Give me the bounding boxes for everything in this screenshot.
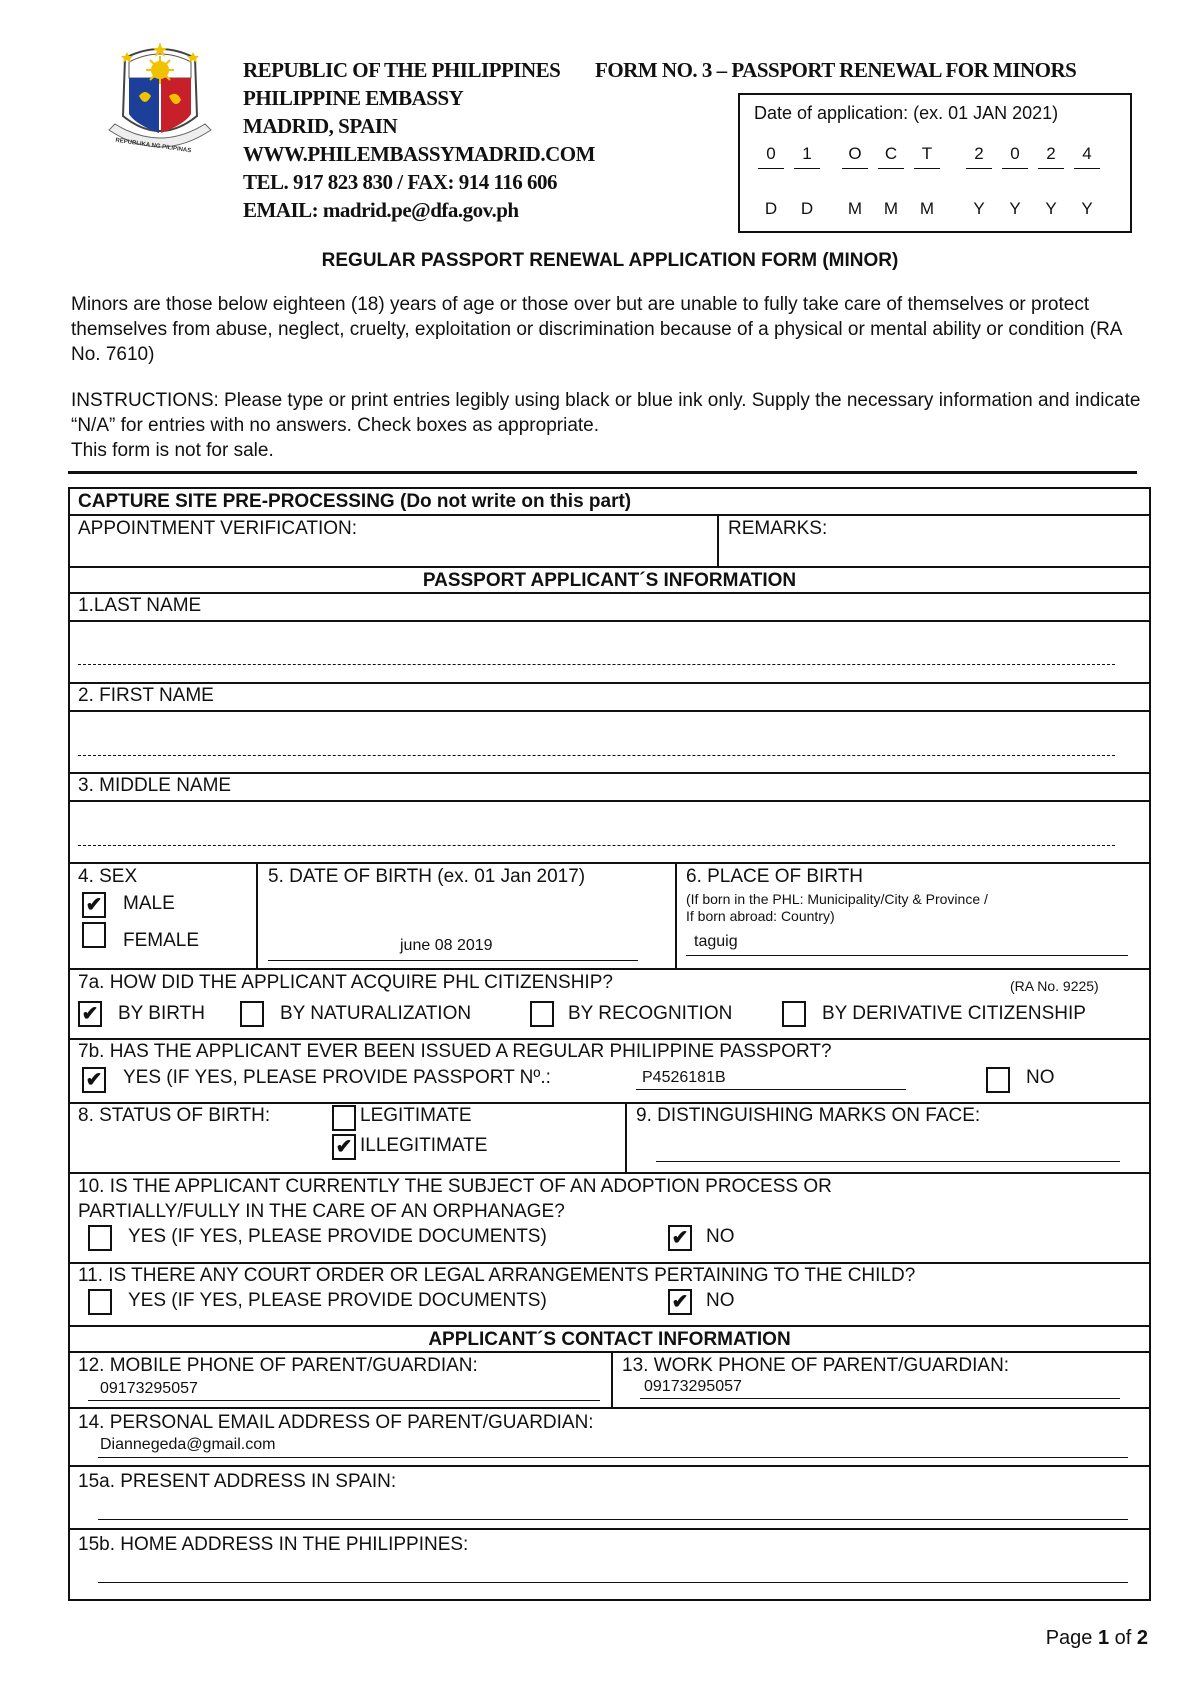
header-tel-fax: TEL. 917 823 830 / FAX: 914 116 606 bbox=[243, 170, 558, 194]
remarks-label: REMARKS: bbox=[728, 518, 828, 539]
q11-no-label: NO bbox=[706, 1290, 735, 1311]
q11-no-checkbox[interactable]: ✔ bbox=[668, 1289, 692, 1315]
q10-no-label: NO bbox=[706, 1226, 735, 1247]
date-digit: 2 bbox=[1038, 144, 1064, 169]
date-of-application-label: Date of application: (ex. 01 JAN 2021) bbox=[754, 103, 1059, 123]
date-digit: C bbox=[878, 144, 904, 169]
home-address-field[interactable] bbox=[98, 1582, 1128, 1583]
present-address-label: 15a. PRESENT ADDRESS IN SPAIN: bbox=[78, 1471, 397, 1492]
dob-value[interactable]: june 08 2019 bbox=[400, 937, 493, 954]
distinguishing-marks-field[interactable] bbox=[656, 1161, 1120, 1162]
middle-name-field[interactable] bbox=[78, 845, 1115, 846]
pob-value[interactable]: taguig bbox=[694, 933, 738, 950]
date-placeholder: M bbox=[919, 199, 935, 218]
pob-label: 6. PLACE OF BIRTH bbox=[686, 866, 864, 887]
not-for-sale-note: This form is not for sale. bbox=[71, 440, 274, 461]
date-digit: 2 bbox=[966, 144, 992, 169]
date-placeholder: M bbox=[847, 199, 863, 218]
date-digit: 4 bbox=[1074, 144, 1100, 169]
q10-yes-label: YES (IF YES, PLEASE PROVIDE DOCUMENTS) bbox=[128, 1226, 547, 1247]
email-label: 14. PERSONAL EMAIL ADDRESS OF PARENT/GUARDIAN: bbox=[78, 1412, 594, 1433]
form-title: REGULAR PASSPORT RENEWAL APPLICATION FORM (MINOR) bbox=[321, 250, 899, 271]
date-digit: 0 bbox=[758, 144, 784, 169]
distinguishing-marks-label: 9. DISTINGUISHING MARKS ON FACE: bbox=[636, 1105, 981, 1126]
female-checkbox[interactable] bbox=[82, 922, 106, 948]
q10-yes-checkbox[interactable] bbox=[88, 1225, 112, 1251]
by-derivative-label: BY DERIVATIVE CITIZENSHIP bbox=[822, 1003, 1086, 1024]
header-line-3: MADRID, SPAIN bbox=[243, 114, 398, 138]
page-number: Page 1 of 2 bbox=[1045, 1627, 1148, 1649]
q10-no-checkbox[interactable]: ✔ bbox=[668, 1225, 692, 1251]
by-naturalization-label: BY NATURALIZATION bbox=[280, 1003, 472, 1024]
seal-ribbon-text: REPUBLIKA NG PILIPINAS bbox=[114, 137, 192, 155]
q11-label: 11. IS THERE ANY COURT ORDER OR LEGAL ARRANGEMENTS PERTAINING TO THE CHILD? bbox=[78, 1265, 916, 1286]
middle-name-label: 3. MIDDLE NAME bbox=[78, 775, 232, 796]
date-placeholder: D bbox=[800, 199, 814, 218]
header-line-2: PHILIPPINE EMBASSY bbox=[243, 86, 464, 110]
date-placeholder: Y bbox=[1009, 199, 1021, 218]
date-digit: 0 bbox=[1002, 144, 1028, 169]
pob-hint-2: If born abroad: Country) bbox=[686, 908, 835, 924]
date-placeholder: D bbox=[764, 199, 778, 218]
date-placeholder: Y bbox=[1081, 199, 1093, 218]
date-placeholder: Y bbox=[973, 199, 985, 218]
sex-label: 4. SEX bbox=[78, 866, 138, 887]
date-digit: 1 bbox=[794, 144, 820, 169]
date-digit: O bbox=[842, 144, 868, 169]
date-of-application-box bbox=[738, 93, 1132, 233]
present-address-field[interactable] bbox=[98, 1519, 1128, 1520]
contact-info-header: APPLICANT´S CONTACT INFORMATION bbox=[428, 1329, 791, 1350]
female-label: FEMALE bbox=[123, 930, 200, 951]
last-name-label: 1.LAST NAME bbox=[78, 595, 202, 616]
date-placeholder: M bbox=[883, 199, 899, 218]
first-name-field[interactable] bbox=[78, 755, 1115, 756]
passport-number-value[interactable]: P4526181B bbox=[642, 1069, 726, 1086]
q7b-yes-label: YES (IF YES, PLEASE PROVIDE PASSPORT Nº.: bbox=[123, 1067, 551, 1088]
applicant-info-header: PASSPORT APPLICANT´S INFORMATION bbox=[422, 570, 797, 591]
legitimate-checkbox[interactable] bbox=[332, 1105, 356, 1131]
first-name-label: 2. FIRST NAME bbox=[78, 685, 214, 706]
date-placeholder: Y bbox=[1045, 199, 1057, 218]
by-recognition-checkbox[interactable] bbox=[530, 1001, 554, 1027]
capture-site-header: CAPTURE SITE PRE-PROCESSING (Do not write on this part) bbox=[78, 491, 632, 512]
pob-hint-1: (If born in the PHL: Municipality/City & Province / bbox=[686, 891, 988, 907]
dob-label: 5. DATE OF BIRTH (ex. 01 Jan 2017) bbox=[268, 866, 586, 887]
by-recognition-label: BY RECOGNITION bbox=[568, 1003, 733, 1024]
q7b-label: 7b. HAS THE APPLICANT EVER BEEN ISSUED A REGULAR PHILIPPINE PASSPORT? bbox=[78, 1041, 832, 1062]
home-address-label: 15b. HOME ADDRESS IN THE PHILIPPINES: bbox=[78, 1534, 469, 1555]
illegitimate-label: ILLEGITIMATE bbox=[360, 1135, 488, 1156]
email-value[interactable]: Diannegeda@gmail.com bbox=[100, 1436, 276, 1453]
header-email: EMAIL: madrid.pe@dfa.gov.ph bbox=[243, 198, 519, 222]
q7a-ra-note: (RA No. 9225) bbox=[1010, 978, 1099, 994]
male-checkbox[interactable]: ✔ bbox=[82, 892, 106, 918]
work-phone-label: 13. WORK PHONE OF PARENT/GUARDIAN: bbox=[622, 1355, 1010, 1376]
by-naturalization-checkbox[interactable] bbox=[240, 1001, 264, 1027]
q11-yes-checkbox[interactable] bbox=[88, 1289, 112, 1315]
work-phone-value[interactable]: 09173295057 bbox=[644, 1378, 742, 1395]
form-number: FORM NO. 3 – PASSPORT RENEWAL FOR MINORS bbox=[595, 58, 1077, 82]
q7b-no-label: NO bbox=[1026, 1067, 1055, 1088]
last-name-field[interactable] bbox=[78, 664, 1115, 665]
appointment-verification-label: APPOINTMENT VERIFICATION: bbox=[78, 518, 358, 539]
by-birth-checkbox[interactable]: ✔ bbox=[78, 1001, 102, 1027]
application-form-table bbox=[68, 487, 1151, 1601]
illegitimate-checkbox[interactable]: ✔ bbox=[332, 1134, 356, 1160]
intro-paragraph: Minors are those below eighteen (18) years of age or those over but are unable to fully take care of themselves or protect themselves from abuse, neglect, cruelty, exploitation or discrimination because of a physical or mental ability or condition (RA No. 7610) bbox=[71, 294, 1122, 365]
by-derivative-checkbox[interactable] bbox=[782, 1001, 806, 1027]
q11-yes-label: YES (IF YES, PLEASE PROVIDE DOCUMENTS) bbox=[128, 1290, 547, 1311]
date-digit: T bbox=[914, 144, 940, 169]
q10-label-line2: PARTIALLY/FULLY IN THE CARE OF AN ORPHANAGE? bbox=[78, 1201, 565, 1222]
legitimate-label: LEGITIMATE bbox=[360, 1105, 472, 1126]
mobile-phone-label: 12. MOBILE PHONE OF PARENT/GUARDIAN: bbox=[78, 1355, 478, 1376]
section-divider bbox=[68, 471, 1137, 474]
q7b-no-checkbox[interactable] bbox=[986, 1067, 1010, 1093]
mobile-phone-value[interactable]: 09173295057 bbox=[100, 1380, 198, 1397]
header-website: WWW.PHILEMBASSYMADRID.COM bbox=[243, 142, 595, 166]
by-birth-label: BY BIRTH bbox=[118, 1003, 205, 1024]
header-line-1: REPUBLIC OF THE PHILIPPINES bbox=[243, 58, 561, 82]
instructions-paragraph: INSTRUCTIONS: Please type or print entries legibly using black or blue ink only. Supply the necessary information and indicate “N/A” for entries with no answers. Check boxes as appropriate. bbox=[71, 390, 1141, 436]
male-label: MALE bbox=[123, 893, 175, 914]
q7a-label: 7a. HOW DID THE APPLICANT ACQUIRE PHL CITIZENSHIP? bbox=[78, 972, 613, 993]
q7b-yes-checkbox[interactable]: ✔ bbox=[82, 1067, 106, 1093]
q10-label-line1: 10. IS THE APPLICANT CURRENTLY THE SUBJECT OF AN ADOPTION PROCESS OR bbox=[78, 1176, 832, 1197]
status-of-birth-label: 8. STATUS OF BIRTH: bbox=[78, 1105, 271, 1126]
